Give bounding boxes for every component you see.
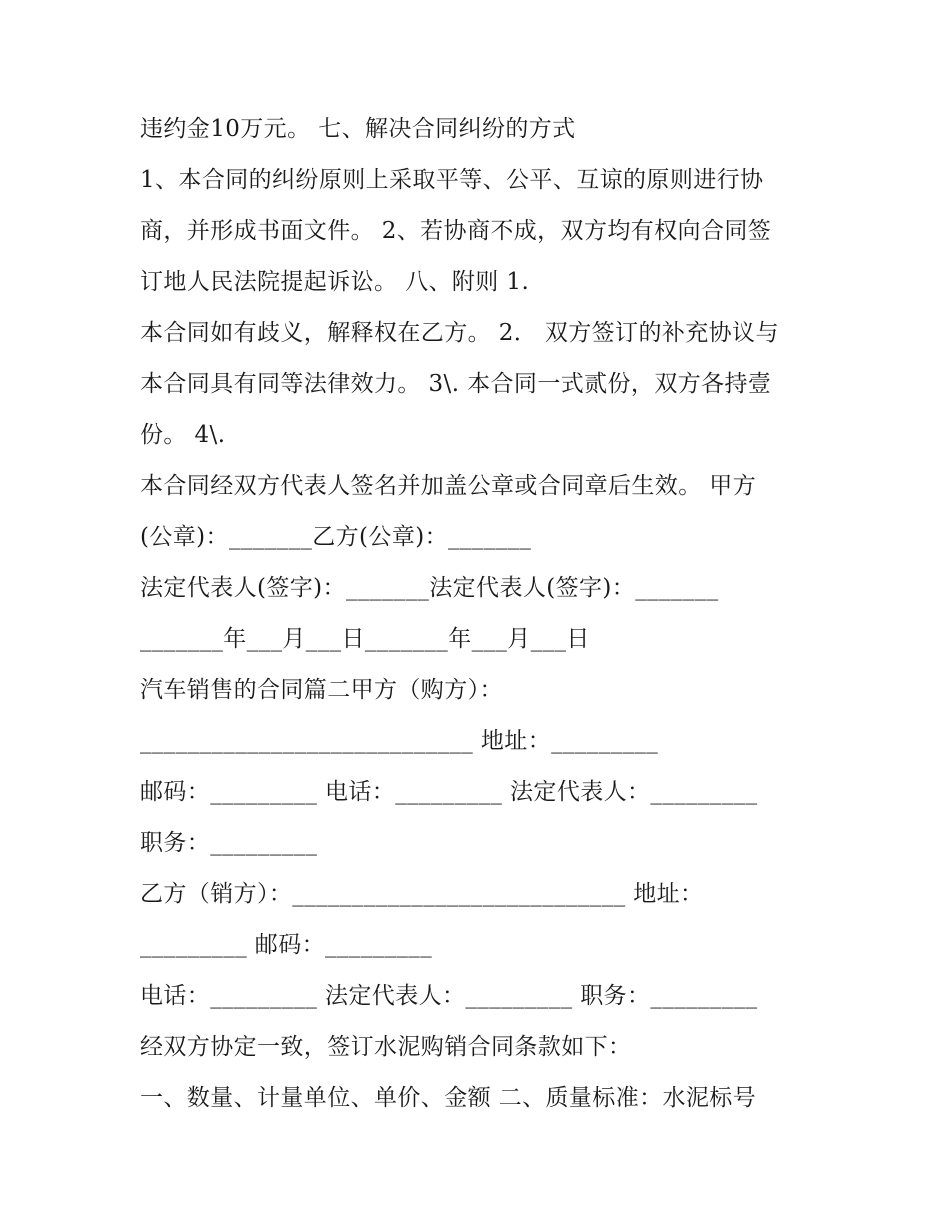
text-line-5: 本合同如有歧义，解释权在乙方。 2． 双方签订的补充协议与 — [140, 320, 779, 346]
text-line-9: (公章)：_______乙方(公章)：_______ — [140, 524, 532, 550]
text-line-19: 经双方协定一致，签订水泥购销合同条款如下： — [140, 1034, 632, 1060]
text-line-2: 1、本合同的纠纷原则上采取平等、公平、互谅的原则进行协 — [140, 167, 764, 193]
document-page — [140, 104, 830, 1124]
text-line-14: 邮码：_________ 电话：_________ 法定代表人：_________ — [140, 779, 758, 805]
text-line-18: 电话：_________ 法定代表人：_________ 职务：_________ — [140, 983, 758, 1009]
text-line-3: 商，并形成书面文件。 2、若协商不成，双方均有权向合同签 — [140, 218, 772, 244]
text-line-8: 本合同经双方代表人签名并加盖公章或合同章后生效。 甲方 — [140, 473, 757, 499]
text-line-1: 违约金10万元。 七、解决合同纠纷的方式 — [140, 116, 576, 142]
text-line-12: 汽车销售的合同篇二甲方（购方）： — [140, 677, 503, 703]
text-line-16: 乙方（销方）：____________________________ 地址： — [140, 881, 704, 907]
text-line-17: _________ 邮码：_________ — [140, 932, 433, 958]
text-line-6: 本合同具有同等法律效力。 3\. 本合同一式贰份，双方各持壹 — [140, 371, 772, 397]
text-line-11: _______年___月___日_______年___月___日 — [140, 626, 590, 652]
text-line-7: 份。 4\. — [140, 422, 226, 448]
text-line-13: ____________________________ 地址：_________ — [140, 728, 659, 754]
text-line-4: 订地人民法院提起诉讼。 八、附则 1. — [140, 269, 530, 295]
text-line-10: 法定代表人(签字)：_______法定代表人(签字)：_______ — [140, 575, 719, 601]
text-line-15: 职务：_________ — [140, 830, 318, 856]
text-line-20: 一、数量、计量单位、单价、金额 二、质量标准：水泥标号 — [140, 1085, 757, 1111]
